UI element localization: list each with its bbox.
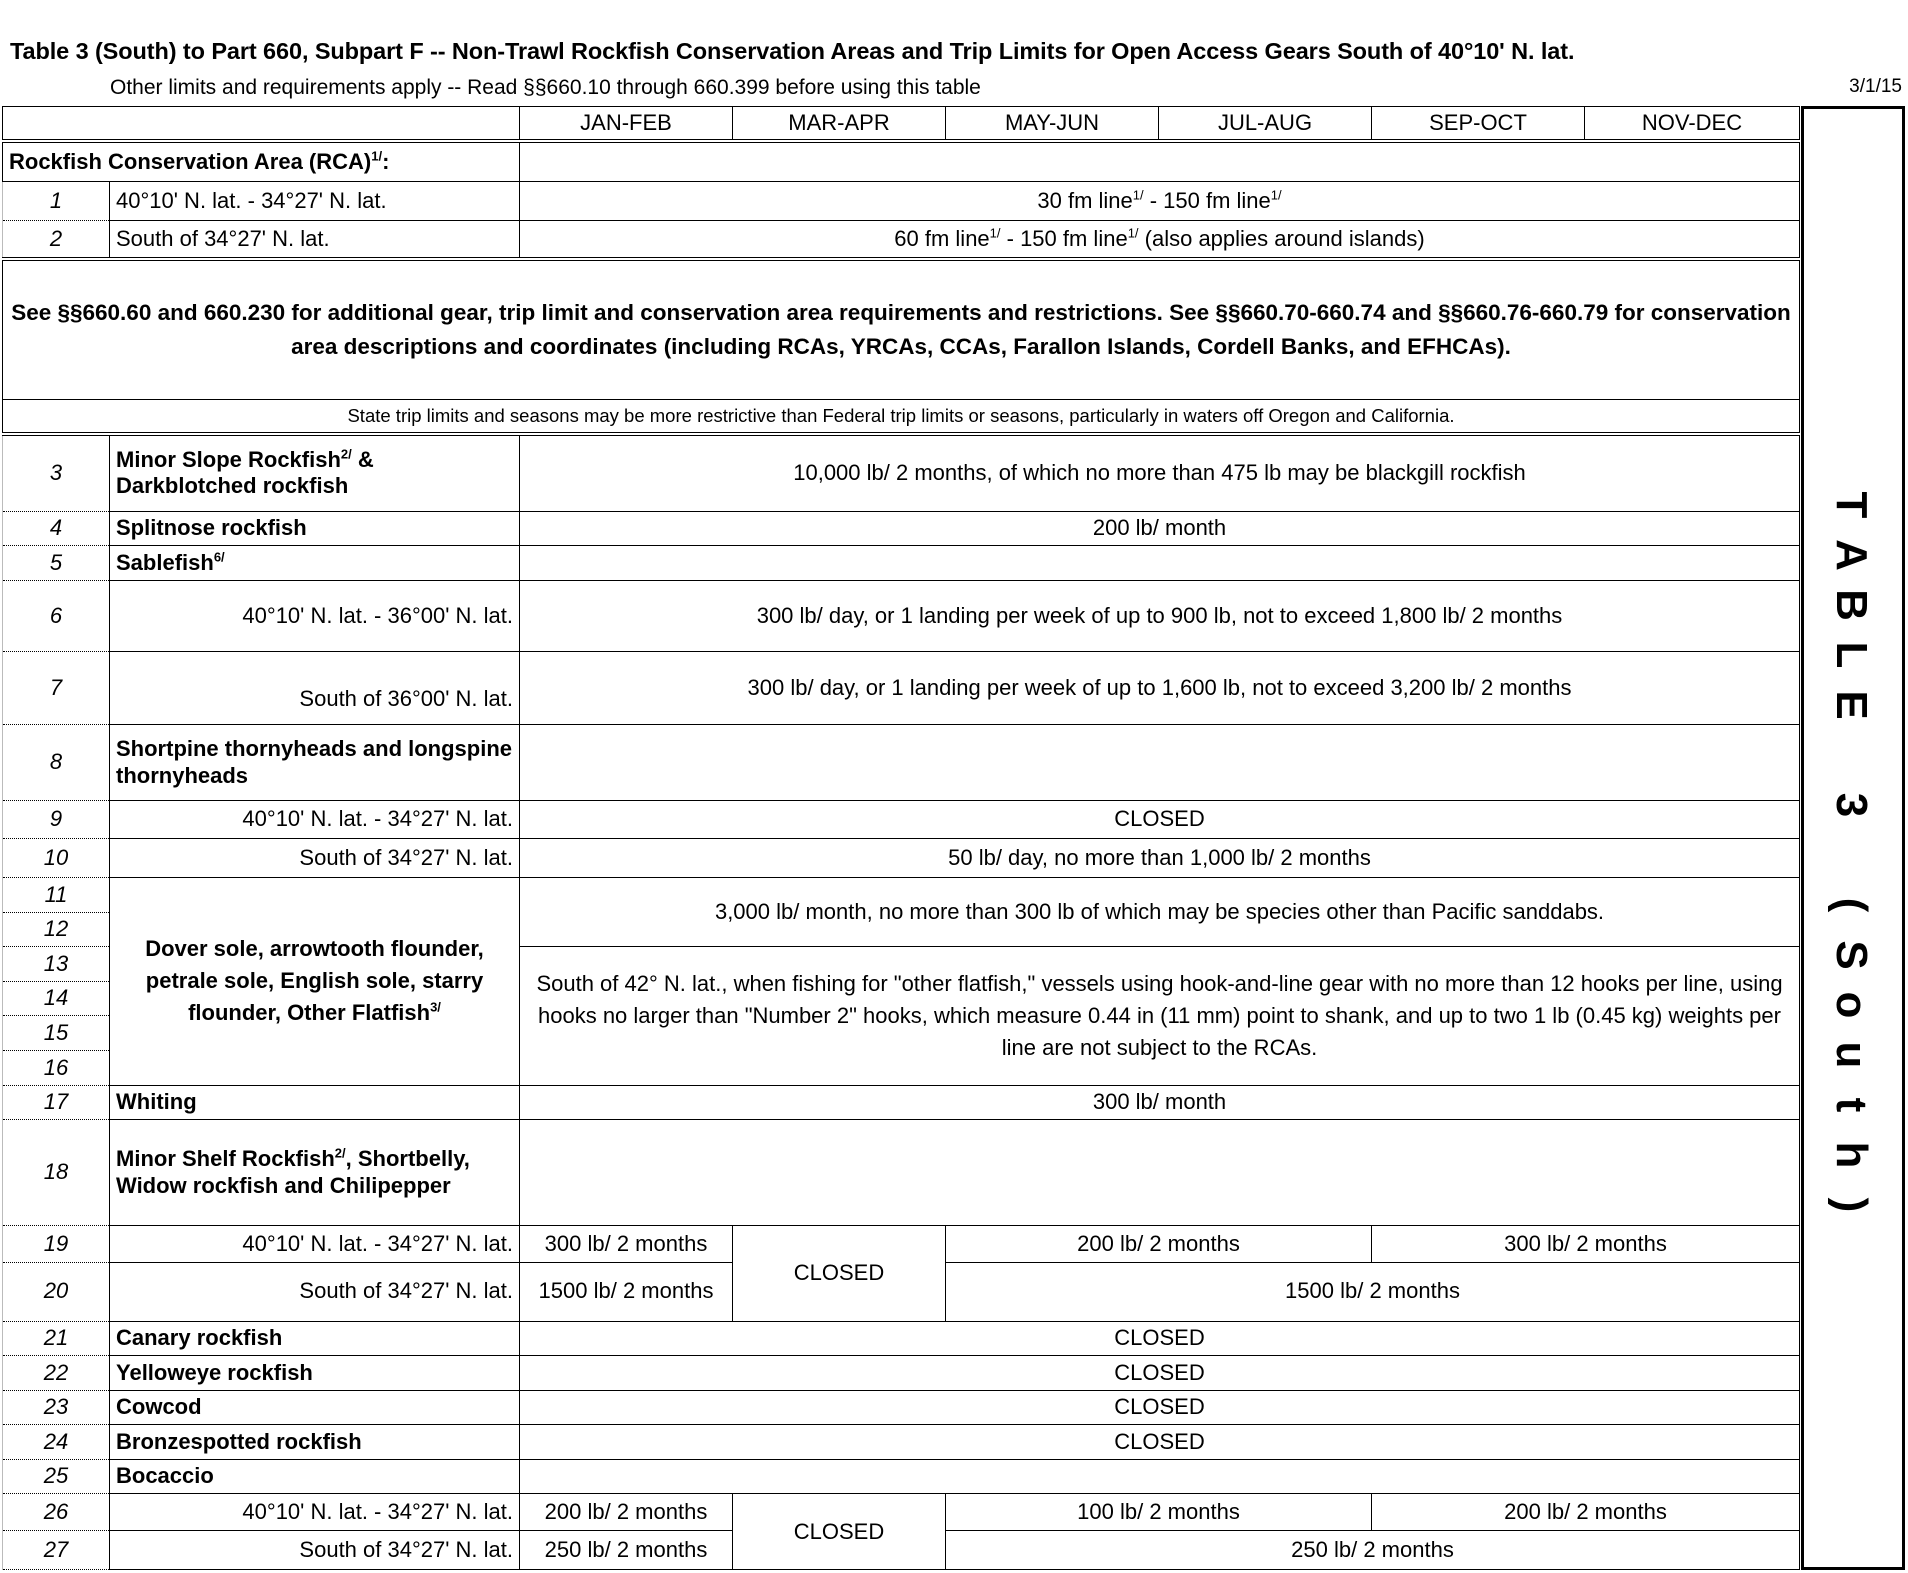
row-number: 21	[3, 1321, 110, 1356]
jan-feb-value: 1500 lb/ 2 months	[520, 1262, 733, 1321]
table-row	[3, 1225, 1800, 1262]
species-label: Whiting	[110, 1085, 520, 1120]
table-row	[3, 1494, 1800, 1531]
species-label: Canary rockfish	[110, 1321, 520, 1356]
side-label-char: )	[1827, 1197, 1876, 1213]
side-label-char: S	[1827, 940, 1876, 970]
species-label: Yelloweye rockfish	[110, 1356, 520, 1391]
table-row	[3, 434, 1800, 511]
period-header: JUL-AUG	[1159, 107, 1372, 142]
table-row	[3, 182, 1800, 221]
side-label-char: o	[1827, 991, 1876, 1019]
row-number: 3	[3, 434, 110, 511]
side-label-char: h	[1827, 1141, 1876, 1169]
trip-limit-value: 300 lb/ day, or 1 landing per week of up to 900 lb, not to exceed 1,800 lb/ 2 months	[520, 581, 1800, 652]
sep-dec-value: 300 lb/ 2 months	[1372, 1225, 1800, 1262]
species-label: Bocaccio	[110, 1459, 520, 1494]
row-number: 24	[3, 1425, 110, 1460]
period-header: MAR-APR	[733, 107, 946, 142]
trip-limit-value: CLOSED	[520, 1321, 1800, 1356]
table-row	[3, 652, 1800, 725]
table-row	[3, 725, 1800, 800]
side-label-char: 3	[1827, 792, 1876, 818]
species-label: Minor Slope Rockfish$^{2/}$ & Darkblotched rockfish	[110, 434, 520, 511]
row-number: 23	[3, 1390, 110, 1425]
row-number: 2	[3, 220, 110, 259]
table-row	[3, 1321, 1800, 1356]
trip-limit-value: 200 lb/ month	[520, 511, 1800, 546]
area-label: South of 34°27' N. lat.	[110, 1531, 520, 1570]
mar-apr-value: CLOSED	[733, 1225, 946, 1321]
row-number: 8	[3, 725, 110, 800]
flatfish-hook-exemption: South of 42° N. lat., when fishing for "other flatfish," vessels using hook-and-line gear with no more than 12 hooks per line, using hooks no larger than "Number 2" hooks, which measure 0.44 in (11 mm) point to shank, and up to two 1 lb (0.45 kg) weights per line are not subject to the RCAs.	[520, 947, 1800, 1085]
table-title: Table 3 (South) to Part 660, Subpart F -- Non-Trawl Rockfish Conservation Areas and Trip Limits for Open Access Gears South of 40°10' N. lat.	[10, 38, 1575, 64]
period-header: JAN-FEB	[520, 107, 733, 142]
row-number: 19	[3, 1225, 110, 1262]
side-label-char: B	[1827, 589, 1876, 621]
trip-limit-value: CLOSED	[520, 1390, 1800, 1425]
row-number: 1	[3, 182, 110, 221]
trip-limit-blank	[520, 546, 1800, 581]
area-label: South of 34°27' N. lat.	[110, 1262, 520, 1321]
side-label-char: A	[1827, 539, 1876, 571]
trip-limit-value: 3,000 lb/ month, no more than 300 lb of which may be species other than Pacific sanddabs.	[520, 878, 1800, 947]
area-label: 40°10' N. lat. - 34°27' N. lat.	[110, 182, 520, 221]
table-row	[3, 839, 1800, 878]
area-label: 40°10' N. lat. - 34°27' N. lat.	[110, 1225, 520, 1262]
row-number: 13	[3, 947, 110, 982]
row-number: 10	[3, 839, 110, 878]
header-blank	[3, 107, 520, 142]
table-row	[3, 1459, 1800, 1494]
side-label-char: u	[1827, 1041, 1876, 1069]
side-label-char: E	[1827, 690, 1876, 720]
table-row	[3, 878, 1800, 913]
trip-limit-value: 50 lb/ day, no more than 1,000 lb/ 2 months	[520, 839, 1800, 878]
state-limits-note: State trip limits and seasons may be more restrictive than Federal trip limits or seasons, particularly in waters off Oregon and California.	[3, 399, 1800, 434]
jan-feb-value: 300 lb/ 2 months	[520, 1225, 733, 1262]
rca-value: 30 fm line$^{1/}$ - 150 fm line$^{1/}$	[520, 182, 1800, 221]
row-number: 20	[3, 1262, 110, 1321]
table-row	[3, 581, 1800, 652]
row-number: 17	[3, 1085, 110, 1120]
species-label: Dover sole, arrowtooth flounder, petrale sole, English sole, starry flounder, Other Flatfish$^{3/}$	[110, 878, 520, 1085]
regulation-note: See §§660.60 and 660.230 for additional gear, trip limit and conservation area requirements and restrictions. See §§660.70-660.74 and §§660.76-660.79 for conservation area descriptions and coordinates (including RCAs, YRCAs, CCAs, Farallon Islands, Cordell Banks, and EFHCAs).	[3, 259, 1800, 399]
trip-limit-value: 10,000 lb/ 2 months, of which no more than 475 lb may be blackgill rockfish	[520, 434, 1800, 511]
side-label-char: (	[1827, 897, 1876, 913]
side-label	[1821, 480, 1881, 1230]
row-number: 5	[3, 546, 110, 581]
mar-apr-value: CLOSED	[733, 1494, 946, 1570]
period-header-row	[3, 107, 1800, 142]
rca-heading: Rockfish Conservation Area (RCA)$^{1/}$:	[3, 141, 520, 182]
table-row	[3, 220, 1800, 259]
species-label: Shortpine thornyheads and longspine thornyheads	[110, 725, 520, 800]
table-subtitle: Other limits and requirements apply -- Read §§660.10 through 660.399 before using this table	[110, 76, 981, 99]
trip-limit-blank	[520, 725, 1800, 800]
effective-date: 3/1/15	[1849, 76, 1902, 97]
species-label: Minor Shelf Rockfish$^{2/}$, Shortbelly, Widow rockfish and Chilipepper	[110, 1120, 520, 1226]
period-header: NOV-DEC	[1585, 107, 1800, 142]
may-dec-value: 1500 lb/ 2 months	[946, 1262, 1800, 1321]
table-row	[3, 511, 1800, 546]
row-number: 9	[3, 800, 110, 839]
row-number: 15	[3, 1016, 110, 1051]
table-row	[3, 1120, 1800, 1226]
jan-feb-value: 250 lb/ 2 months	[520, 1531, 733, 1570]
row-number: 7	[3, 652, 110, 725]
table-row	[3, 1390, 1800, 1425]
jan-feb-value: 200 lb/ 2 months	[520, 1494, 733, 1531]
rca-heading-blank	[520, 141, 1800, 182]
row-number: 16	[3, 1050, 110, 1085]
trip-limit-blank	[520, 1120, 1800, 1226]
area-label: South of 36°00' N. lat.	[110, 652, 520, 725]
trip-limit-value: 300 lb/ day, or 1 landing per week of up to 1,600 lb, not to exceed 3,200 lb/ 2 months	[520, 652, 1800, 725]
rca-heading-row	[3, 141, 1800, 182]
side-label-char: L	[1827, 641, 1876, 669]
period-header: SEP-OCT	[1372, 107, 1585, 142]
area-label: 40°10' N. lat. - 36°00' N. lat.	[110, 581, 520, 652]
trip-limit-value: CLOSED	[520, 800, 1800, 839]
table-row	[3, 800, 1800, 839]
may-aug-value: 100 lb/ 2 months	[946, 1494, 1372, 1531]
trip-limit-value: CLOSED	[520, 1356, 1800, 1391]
table-row	[3, 1356, 1800, 1391]
area-label: South of 34°27' N. lat.	[110, 839, 520, 878]
area-label: South of 34°27' N. lat.	[110, 220, 520, 259]
row-number: 25	[3, 1459, 110, 1494]
species-label: Sablefish$^{6/}$	[110, 546, 520, 581]
trip-limit-blank	[520, 1459, 1800, 1494]
row-number: 12	[3, 912, 110, 947]
row-number: 18	[3, 1120, 110, 1226]
row-number: 26	[3, 1494, 110, 1531]
area-label: 40°10' N. lat. - 34°27' N. lat.	[110, 1494, 520, 1531]
may-aug-value: 200 lb/ 2 months	[946, 1225, 1372, 1262]
row-number: 11	[3, 878, 110, 913]
sep-dec-value: 200 lb/ 2 months	[1372, 1494, 1800, 1531]
table-row	[3, 1085, 1800, 1120]
species-label: Bronzespotted rockfish	[110, 1425, 520, 1460]
rca-value: 60 fm line$^{1/}$ - 150 fm line$^{1/}$ (also applies around islands)	[520, 220, 1800, 259]
side-label-char: t	[1827, 1097, 1876, 1113]
row-number: 22	[3, 1356, 110, 1391]
row-number: 4	[3, 511, 110, 546]
side-label-char: T	[1827, 491, 1876, 519]
trip-limit-value: CLOSED	[520, 1425, 1800, 1460]
table-row	[3, 546, 1800, 581]
row-number: 14	[3, 981, 110, 1016]
row-number: 27	[3, 1531, 110, 1570]
trip-limits-table	[2, 106, 1800, 1570]
state-note-row	[3, 399, 1800, 434]
species-label: Splitnose rockfish	[110, 511, 520, 546]
area-label: 40°10' N. lat. - 34°27' N. lat.	[110, 800, 520, 839]
regulation-note-row	[3, 259, 1800, 399]
period-header: MAY-JUN	[946, 107, 1159, 142]
may-dec-value: 250 lb/ 2 months	[946, 1531, 1800, 1570]
table-row	[3, 1425, 1800, 1460]
species-label: Cowcod	[110, 1390, 520, 1425]
trip-limit-value: 300 lb/ month	[520, 1085, 1800, 1120]
row-number: 6	[3, 581, 110, 652]
